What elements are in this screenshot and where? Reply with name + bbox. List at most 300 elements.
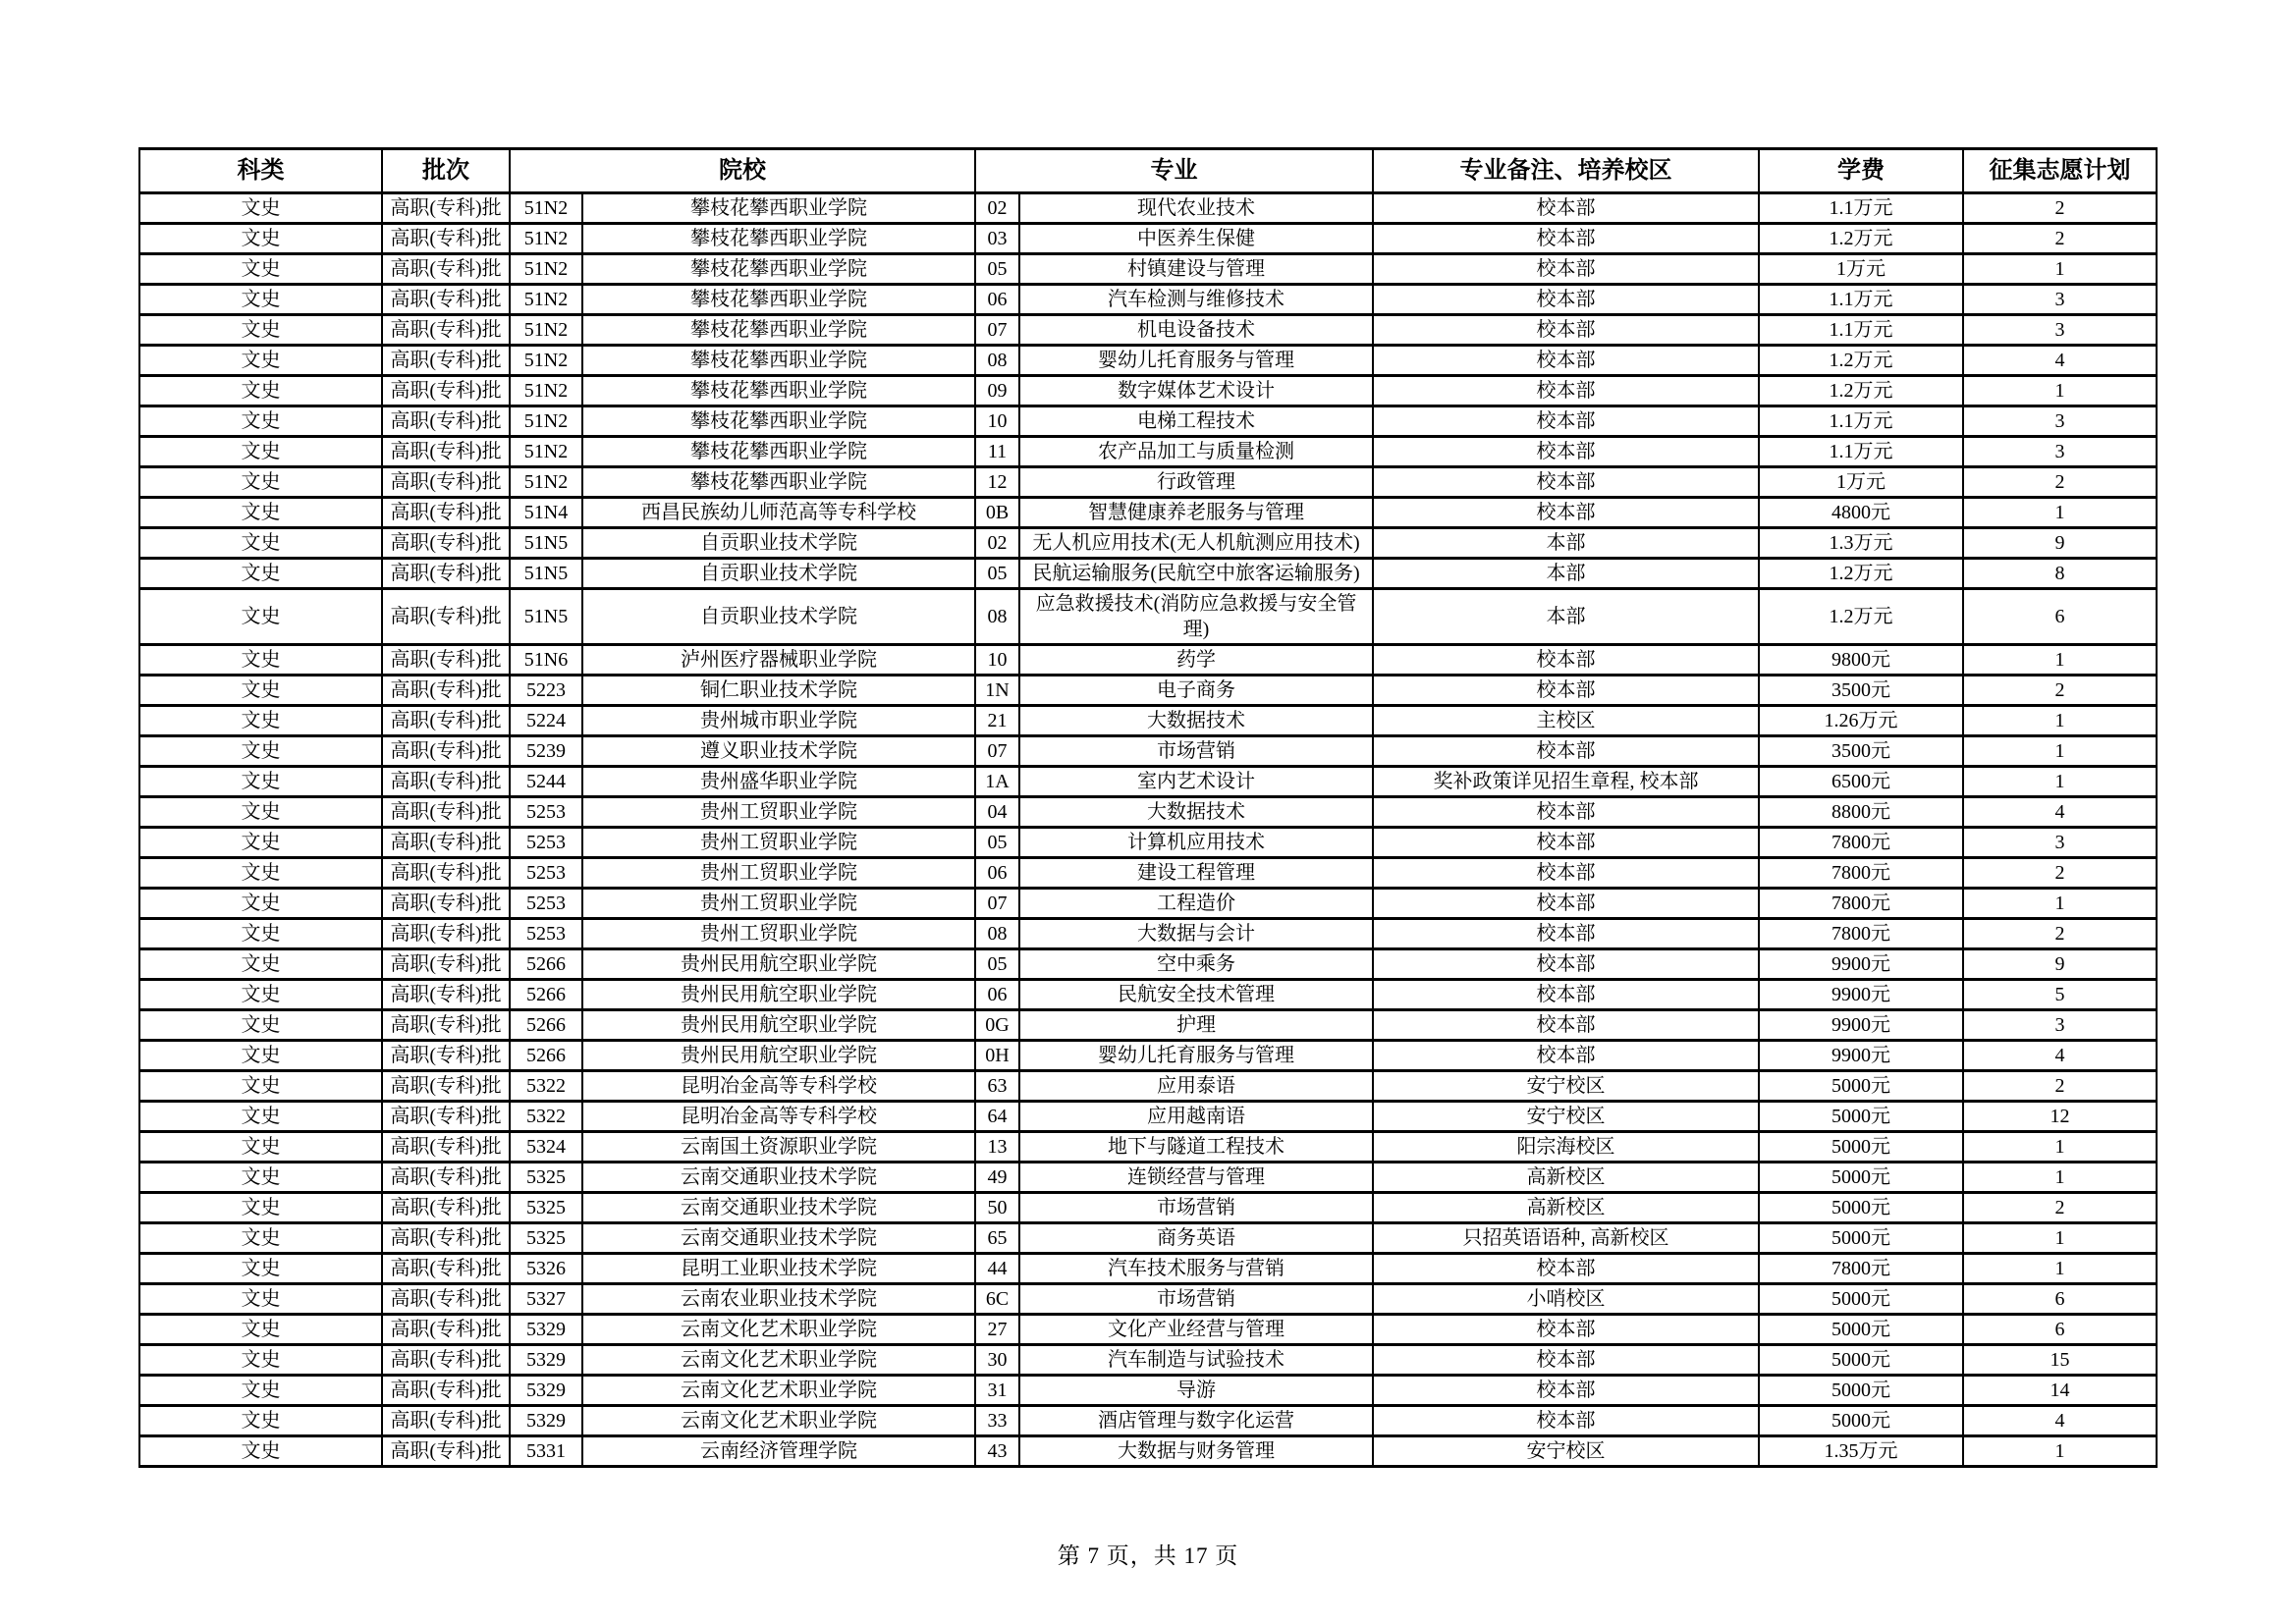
tuition-cell: 1.2万元 <box>1759 559 1963 589</box>
major-code-cell: 0B <box>975 498 1019 528</box>
college-code-cell: 5244 <box>510 767 582 797</box>
batch-cell: 高职(专科)批 <box>382 1376 510 1406</box>
plan-cell: 6 <box>1963 589 2157 645</box>
plan-cell: 14 <box>1963 1376 2157 1406</box>
subject-cell: 文史 <box>139 1132 382 1163</box>
batch-cell: 高职(专科)批 <box>382 528 510 559</box>
table-row <box>139 559 2157 589</box>
major-name-cell: 护理 <box>1019 1010 1373 1041</box>
batch-cell: 高职(专科)批 <box>382 559 510 589</box>
plan-cell: 1 <box>1963 376 2157 406</box>
major-code-cell: 6C <box>975 1284 1019 1315</box>
batch-cell: 高职(专科)批 <box>382 645 510 676</box>
major-name-cell: 大数据技术 <box>1019 706 1373 736</box>
major-name-cell: 中医养生保健 <box>1019 224 1373 254</box>
plan-cell: 1 <box>1963 1436 2157 1467</box>
tuition-cell: 1.26万元 <box>1759 706 1963 736</box>
college-name-cell: 贵州工贸职业学院 <box>582 797 975 828</box>
subject-cell: 文史 <box>139 1010 382 1041</box>
major-code-cell: 63 <box>975 1071 1019 1102</box>
college-name-cell: 昆明冶金高等专科学校 <box>582 1102 975 1132</box>
remarks-cell: 校本部 <box>1373 889 1759 919</box>
tuition-cell: 1.1万元 <box>1759 437 1963 467</box>
tuition-cell: 1.2万元 <box>1759 589 1963 645</box>
batch-cell: 高职(专科)批 <box>382 254 510 285</box>
table-row <box>139 949 2157 980</box>
college-code-cell: 5266 <box>510 1010 582 1041</box>
table-row <box>139 706 2157 736</box>
subject-cell: 文史 <box>139 467 382 498</box>
plan-cell: 4 <box>1963 797 2157 828</box>
header-batch: 批次 <box>382 149 510 193</box>
subject-cell: 文史 <box>139 1376 382 1406</box>
major-code-cell: 05 <box>975 254 1019 285</box>
college-name-cell: 攀枝花攀西职业学院 <box>582 437 975 467</box>
major-code-cell: 09 <box>975 376 1019 406</box>
college-name-cell: 铜仁职业技术学院 <box>582 676 975 706</box>
table-row <box>139 285 2157 315</box>
remarks-cell: 校本部 <box>1373 1376 1759 1406</box>
tuition-cell: 5000元 <box>1759 1315 1963 1345</box>
table-row <box>139 676 2157 706</box>
remarks-cell: 校本部 <box>1373 346 1759 376</box>
college-code-cell: 5331 <box>510 1436 582 1467</box>
major-code-cell: 50 <box>975 1193 1019 1223</box>
college-name-cell: 云南文化艺术职业学院 <box>582 1406 975 1436</box>
plan-cell: 12 <box>1963 1102 2157 1132</box>
tuition-cell: 5000元 <box>1759 1163 1963 1193</box>
major-code-cell: 12 <box>975 467 1019 498</box>
tuition-cell: 9900元 <box>1759 949 1963 980</box>
remarks-cell: 校本部 <box>1373 1041 1759 1071</box>
batch-cell: 高职(专科)批 <box>382 315 510 346</box>
college-code-cell: 5325 <box>510 1223 582 1254</box>
table-header <box>139 149 2157 193</box>
plan-cell: 9 <box>1963 949 2157 980</box>
plan-cell: 5 <box>1963 980 2157 1010</box>
college-code-cell: 5329 <box>510 1376 582 1406</box>
subject-cell: 文史 <box>139 559 382 589</box>
remarks-cell: 本部 <box>1373 528 1759 559</box>
table-row <box>139 467 2157 498</box>
table-row <box>139 1284 2157 1315</box>
tuition-cell: 7800元 <box>1759 919 1963 949</box>
college-code-cell: 5329 <box>510 1345 582 1376</box>
major-name-cell: 大数据与财务管理 <box>1019 1436 1373 1467</box>
batch-cell: 高职(专科)批 <box>382 1010 510 1041</box>
major-name-cell: 机电设备技术 <box>1019 315 1373 346</box>
major-code-cell: 43 <box>975 1436 1019 1467</box>
subject-cell: 文史 <box>139 1406 382 1436</box>
table-row <box>139 919 2157 949</box>
major-name-cell: 电梯工程技术 <box>1019 406 1373 437</box>
plan-cell: 9 <box>1963 528 2157 559</box>
college-name-cell: 云南交通职业技术学院 <box>582 1223 975 1254</box>
tuition-cell: 8800元 <box>1759 797 1963 828</box>
major-code-cell: 1A <box>975 767 1019 797</box>
subject-cell: 文史 <box>139 919 382 949</box>
subject-cell: 文史 <box>139 1071 382 1102</box>
college-code-cell: 51N2 <box>510 437 582 467</box>
plan-cell: 2 <box>1963 919 2157 949</box>
college-code-cell: 5266 <box>510 1041 582 1071</box>
subject-cell: 文史 <box>139 706 382 736</box>
subject-cell: 文史 <box>139 437 382 467</box>
college-name-cell: 贵州工贸职业学院 <box>582 828 975 858</box>
tuition-cell: 7800元 <box>1759 889 1963 919</box>
major-name-cell: 汽车制造与试验技术 <box>1019 1345 1373 1376</box>
college-name-cell: 云南文化艺术职业学院 <box>582 1345 975 1376</box>
tuition-cell: 5000元 <box>1759 1345 1963 1376</box>
college-name-cell: 自贡职业技术学院 <box>582 559 975 589</box>
college-code-cell: 51N2 <box>510 376 582 406</box>
college-code-cell: 5325 <box>510 1163 582 1193</box>
batch-cell: 高职(专科)批 <box>382 828 510 858</box>
tuition-cell: 5000元 <box>1759 1102 1963 1132</box>
table-row <box>139 645 2157 676</box>
plan-cell: 1 <box>1963 498 2157 528</box>
subject-cell: 文史 <box>139 1193 382 1223</box>
college-name-cell: 云南交通职业技术学院 <box>582 1193 975 1223</box>
tuition-cell: 7800元 <box>1759 828 1963 858</box>
plan-cell: 3 <box>1963 437 2157 467</box>
college-code-cell: 5322 <box>510 1071 582 1102</box>
college-code-cell: 51N5 <box>510 528 582 559</box>
subject-cell: 文史 <box>139 1041 382 1071</box>
college-name-cell: 云南经济管理学院 <box>582 1436 975 1467</box>
remarks-cell: 校本部 <box>1373 376 1759 406</box>
college-code-cell: 5239 <box>510 736 582 767</box>
remarks-cell: 校本部 <box>1373 1010 1759 1041</box>
college-name-cell: 云南农业职业技术学院 <box>582 1284 975 1315</box>
tuition-cell: 6500元 <box>1759 767 1963 797</box>
subject-cell: 文史 <box>139 889 382 919</box>
college-name-cell: 攀枝花攀西职业学院 <box>582 346 975 376</box>
subject-cell: 文史 <box>139 828 382 858</box>
college-name-cell: 贵州民用航空职业学院 <box>582 980 975 1010</box>
subject-cell: 文史 <box>139 224 382 254</box>
plan-cell: 2 <box>1963 676 2157 706</box>
college-code-cell: 51N2 <box>510 346 582 376</box>
major-code-cell: 10 <box>975 645 1019 676</box>
batch-cell: 高职(专科)批 <box>382 193 510 224</box>
subject-cell: 文史 <box>139 1345 382 1376</box>
major-code-cell: 64 <box>975 1102 1019 1132</box>
major-code-cell: 13 <box>975 1132 1019 1163</box>
college-code-cell: 5253 <box>510 889 582 919</box>
college-name-cell: 昆明工业职业技术学院 <box>582 1254 975 1284</box>
college-code-cell: 51N2 <box>510 224 582 254</box>
remarks-cell: 校本部 <box>1373 315 1759 346</box>
remarks-cell: 校本部 <box>1373 797 1759 828</box>
major-code-cell: 30 <box>975 1345 1019 1376</box>
tuition-cell: 7800元 <box>1759 858 1963 889</box>
major-code-cell: 0H <box>975 1041 1019 1071</box>
college-code-cell: 5266 <box>510 980 582 1010</box>
major-name-cell: 市场营销 <box>1019 1193 1373 1223</box>
plan-cell: 3 <box>1963 406 2157 437</box>
remarks-cell: 本部 <box>1373 589 1759 645</box>
college-code-cell: 5223 <box>510 676 582 706</box>
major-code-cell: 06 <box>975 980 1019 1010</box>
remarks-cell: 校本部 <box>1373 406 1759 437</box>
plan-cell: 4 <box>1963 346 2157 376</box>
remarks-cell: 校本部 <box>1373 980 1759 1010</box>
tuition-cell: 1.1万元 <box>1759 285 1963 315</box>
table-row <box>139 1406 2157 1436</box>
college-code-cell: 51N5 <box>510 589 582 645</box>
batch-cell: 高职(专科)批 <box>382 437 510 467</box>
college-code-cell: 51N2 <box>510 254 582 285</box>
major-name-cell: 民航安全技术管理 <box>1019 980 1373 1010</box>
plan-cell: 3 <box>1963 1010 2157 1041</box>
table-row <box>139 437 2157 467</box>
college-name-cell: 自贡职业技术学院 <box>582 589 975 645</box>
major-code-cell: 08 <box>975 346 1019 376</box>
batch-cell: 高职(专科)批 <box>382 346 510 376</box>
subject-cell: 文史 <box>139 736 382 767</box>
college-name-cell: 云南国土资源职业学院 <box>582 1132 975 1163</box>
major-name-cell: 连锁经营与管理 <box>1019 1163 1373 1193</box>
table-row <box>139 858 2157 889</box>
college-name-cell: 泸州医疗器械职业学院 <box>582 645 975 676</box>
batch-cell: 高职(专科)批 <box>382 1284 510 1315</box>
major-code-cell: 49 <box>975 1163 1019 1193</box>
college-name-cell: 攀枝花攀西职业学院 <box>582 467 975 498</box>
batch-cell: 高职(专科)批 <box>382 949 510 980</box>
tuition-cell: 5000元 <box>1759 1193 1963 1223</box>
college-name-cell: 云南交通职业技术学院 <box>582 1163 975 1193</box>
remarks-cell: 安宁校区 <box>1373 1436 1759 1467</box>
major-name-cell: 应用泰语 <box>1019 1071 1373 1102</box>
major-name-cell: 汽车检测与维修技术 <box>1019 285 1373 315</box>
major-code-cell: 07 <box>975 736 1019 767</box>
major-name-cell: 农产品加工与质量检测 <box>1019 437 1373 467</box>
batch-cell: 高职(专科)批 <box>382 285 510 315</box>
remarks-cell: 本部 <box>1373 559 1759 589</box>
remarks-cell: 小哨校区 <box>1373 1284 1759 1315</box>
batch-cell: 高职(专科)批 <box>382 676 510 706</box>
major-code-cell: 44 <box>975 1254 1019 1284</box>
plan-cell: 2 <box>1963 467 2157 498</box>
tuition-cell: 9900元 <box>1759 980 1963 1010</box>
table-row <box>139 315 2157 346</box>
remarks-cell: 高新校区 <box>1373 1163 1759 1193</box>
table-row <box>139 767 2157 797</box>
plan-cell: 1 <box>1963 706 2157 736</box>
remarks-cell: 校本部 <box>1373 949 1759 980</box>
subject-cell: 文史 <box>139 980 382 1010</box>
remarks-cell: 校本部 <box>1373 467 1759 498</box>
plan-cell: 2 <box>1963 858 2157 889</box>
table-row <box>139 498 2157 528</box>
subject-cell: 文史 <box>139 315 382 346</box>
plan-cell: 4 <box>1963 1041 2157 1071</box>
major-name-cell: 计算机应用技术 <box>1019 828 1373 858</box>
tuition-cell: 3500元 <box>1759 676 1963 706</box>
batch-cell: 高职(专科)批 <box>382 1254 510 1284</box>
college-code-cell: 5253 <box>510 797 582 828</box>
remarks-cell: 阳宗海校区 <box>1373 1132 1759 1163</box>
college-name-cell: 贵州民用航空职业学院 <box>582 949 975 980</box>
college-name-cell: 攀枝花攀西职业学院 <box>582 285 975 315</box>
remarks-cell: 校本部 <box>1373 1254 1759 1284</box>
major-name-cell: 现代农业技术 <box>1019 193 1373 224</box>
batch-cell: 高职(专科)批 <box>382 1102 510 1132</box>
remarks-cell: 校本部 <box>1373 676 1759 706</box>
subject-cell: 文史 <box>139 797 382 828</box>
subject-cell: 文史 <box>139 1315 382 1345</box>
college-name-cell: 贵州工贸职业学院 <box>582 919 975 949</box>
subject-cell: 文史 <box>139 676 382 706</box>
subject-cell: 文史 <box>139 193 382 224</box>
tuition-cell: 1.1万元 <box>1759 193 1963 224</box>
plan-cell: 3 <box>1963 285 2157 315</box>
table-row <box>139 1163 2157 1193</box>
tuition-cell: 5000元 <box>1759 1132 1963 1163</box>
table-row <box>139 1102 2157 1132</box>
subject-cell: 文史 <box>139 285 382 315</box>
college-code-cell: 51N2 <box>510 467 582 498</box>
subject-cell: 文史 <box>139 1223 382 1254</box>
major-name-cell: 地下与隧道工程技术 <box>1019 1132 1373 1163</box>
header-remarks: 专业备注、培养校区 <box>1373 149 1759 193</box>
college-code-cell: 5322 <box>510 1102 582 1132</box>
table-row <box>139 1071 2157 1102</box>
tuition-cell: 5000元 <box>1759 1406 1963 1436</box>
table-row <box>139 828 2157 858</box>
major-code-cell: 02 <box>975 193 1019 224</box>
batch-cell: 高职(专科)批 <box>382 1315 510 1345</box>
major-name-cell: 市场营销 <box>1019 1284 1373 1315</box>
major-code-cell: 27 <box>975 1315 1019 1345</box>
major-name-cell: 酒店管理与数字化运营 <box>1019 1406 1373 1436</box>
major-code-cell: 11 <box>975 437 1019 467</box>
college-code-cell: 51N2 <box>510 406 582 437</box>
remarks-cell: 校本部 <box>1373 498 1759 528</box>
batch-cell: 高职(专科)批 <box>382 736 510 767</box>
college-name-cell: 遵义职业技术学院 <box>582 736 975 767</box>
college-name-cell: 云南文化艺术职业学院 <box>582 1315 975 1345</box>
remarks-cell: 高新校区 <box>1373 1193 1759 1223</box>
remarks-cell: 校本部 <box>1373 1345 1759 1376</box>
college-name-cell: 贵州民用航空职业学院 <box>582 1041 975 1071</box>
table-row <box>139 1041 2157 1071</box>
major-name-cell: 应用越南语 <box>1019 1102 1373 1132</box>
remarks-cell: 安宁校区 <box>1373 1071 1759 1102</box>
major-name-cell: 建设工程管理 <box>1019 858 1373 889</box>
batch-cell: 高职(专科)批 <box>382 1071 510 1102</box>
college-name-cell: 贵州盛华职业学院 <box>582 767 975 797</box>
subject-cell: 文史 <box>139 589 382 645</box>
major-name-cell: 工程造价 <box>1019 889 1373 919</box>
college-name-cell: 贵州民用航空职业学院 <box>582 1010 975 1041</box>
plan-cell: 1 <box>1963 736 2157 767</box>
batch-cell: 高职(专科)批 <box>382 980 510 1010</box>
subject-cell: 文史 <box>139 949 382 980</box>
college-name-cell: 攀枝花攀西职业学院 <box>582 254 975 285</box>
plan-cell: 1 <box>1963 889 2157 919</box>
college-name-cell: 攀枝花攀西职业学院 <box>582 193 975 224</box>
plan-cell: 4 <box>1963 1406 2157 1436</box>
major-name-cell: 村镇建设与管理 <box>1019 254 1373 285</box>
batch-cell: 高职(专科)批 <box>382 1345 510 1376</box>
header-college: 院校 <box>510 149 975 193</box>
major-name-cell: 文化产业经营与管理 <box>1019 1315 1373 1345</box>
remarks-cell: 校本部 <box>1373 224 1759 254</box>
batch-cell: 高职(专科)批 <box>382 1041 510 1071</box>
major-name-cell: 智慧健康养老服务与管理 <box>1019 498 1373 528</box>
college-name-cell: 攀枝花攀西职业学院 <box>582 406 975 437</box>
tuition-cell: 1.2万元 <box>1759 224 1963 254</box>
remarks-cell: 校本部 <box>1373 285 1759 315</box>
college-code-cell: 51N6 <box>510 645 582 676</box>
remarks-cell: 校本部 <box>1373 919 1759 949</box>
plan-cell: 1 <box>1963 767 2157 797</box>
tuition-cell: 3500元 <box>1759 736 1963 767</box>
major-name-cell: 空中乘务 <box>1019 949 1373 980</box>
plan-cell: 15 <box>1963 1345 2157 1376</box>
major-name-cell: 商务英语 <box>1019 1223 1373 1254</box>
college-code-cell: 5253 <box>510 919 582 949</box>
batch-cell: 高职(专科)批 <box>382 1223 510 1254</box>
batch-cell: 高职(专科)批 <box>382 797 510 828</box>
tuition-cell: 1.2万元 <box>1759 376 1963 406</box>
remarks-cell: 校本部 <box>1373 828 1759 858</box>
remarks-cell: 只招英语语种, 高新校区 <box>1373 1223 1759 1254</box>
college-code-cell: 5329 <box>510 1315 582 1345</box>
plan-cell: 2 <box>1963 1071 2157 1102</box>
table-row <box>139 589 2157 645</box>
batch-cell: 高职(专科)批 <box>382 1436 510 1467</box>
batch-cell: 高职(专科)批 <box>382 1132 510 1163</box>
subject-cell: 文史 <box>139 254 382 285</box>
table-row <box>139 736 2157 767</box>
college-code-cell: 51N2 <box>510 315 582 346</box>
admission-plan-table <box>138 147 2158 1468</box>
tuition-cell: 9800元 <box>1759 645 1963 676</box>
batch-cell: 高职(专科)批 <box>382 589 510 645</box>
college-code-cell: 5253 <box>510 828 582 858</box>
batch-cell: 高职(专科)批 <box>382 919 510 949</box>
batch-cell: 高职(专科)批 <box>382 1193 510 1223</box>
college-name-cell: 攀枝花攀西职业学院 <box>582 315 975 346</box>
table-row <box>139 1315 2157 1345</box>
plan-cell: 1 <box>1963 1223 2157 1254</box>
plan-cell: 6 <box>1963 1284 2157 1315</box>
major-name-cell: 市场营销 <box>1019 736 1373 767</box>
remarks-cell: 校本部 <box>1373 254 1759 285</box>
major-code-cell: 05 <box>975 559 1019 589</box>
tuition-cell: 7800元 <box>1759 1254 1963 1284</box>
tuition-cell: 5000元 <box>1759 1376 1963 1406</box>
major-code-cell: 10 <box>975 406 1019 437</box>
major-name-cell: 婴幼儿托育服务与管理 <box>1019 1041 1373 1071</box>
college-code-cell: 5324 <box>510 1132 582 1163</box>
batch-cell: 高职(专科)批 <box>382 889 510 919</box>
college-code-cell: 5266 <box>510 949 582 980</box>
table-row <box>139 980 2157 1010</box>
remarks-cell: 主校区 <box>1373 706 1759 736</box>
batch-cell: 高职(专科)批 <box>382 767 510 797</box>
subject-cell: 文史 <box>139 406 382 437</box>
major-code-cell: 0G <box>975 1010 1019 1041</box>
remarks-cell: 校本部 <box>1373 437 1759 467</box>
header-subject: 科类 <box>139 149 382 193</box>
college-name-cell: 云南文化艺术职业学院 <box>582 1376 975 1406</box>
tuition-cell: 1万元 <box>1759 467 1963 498</box>
table-row <box>139 1223 2157 1254</box>
